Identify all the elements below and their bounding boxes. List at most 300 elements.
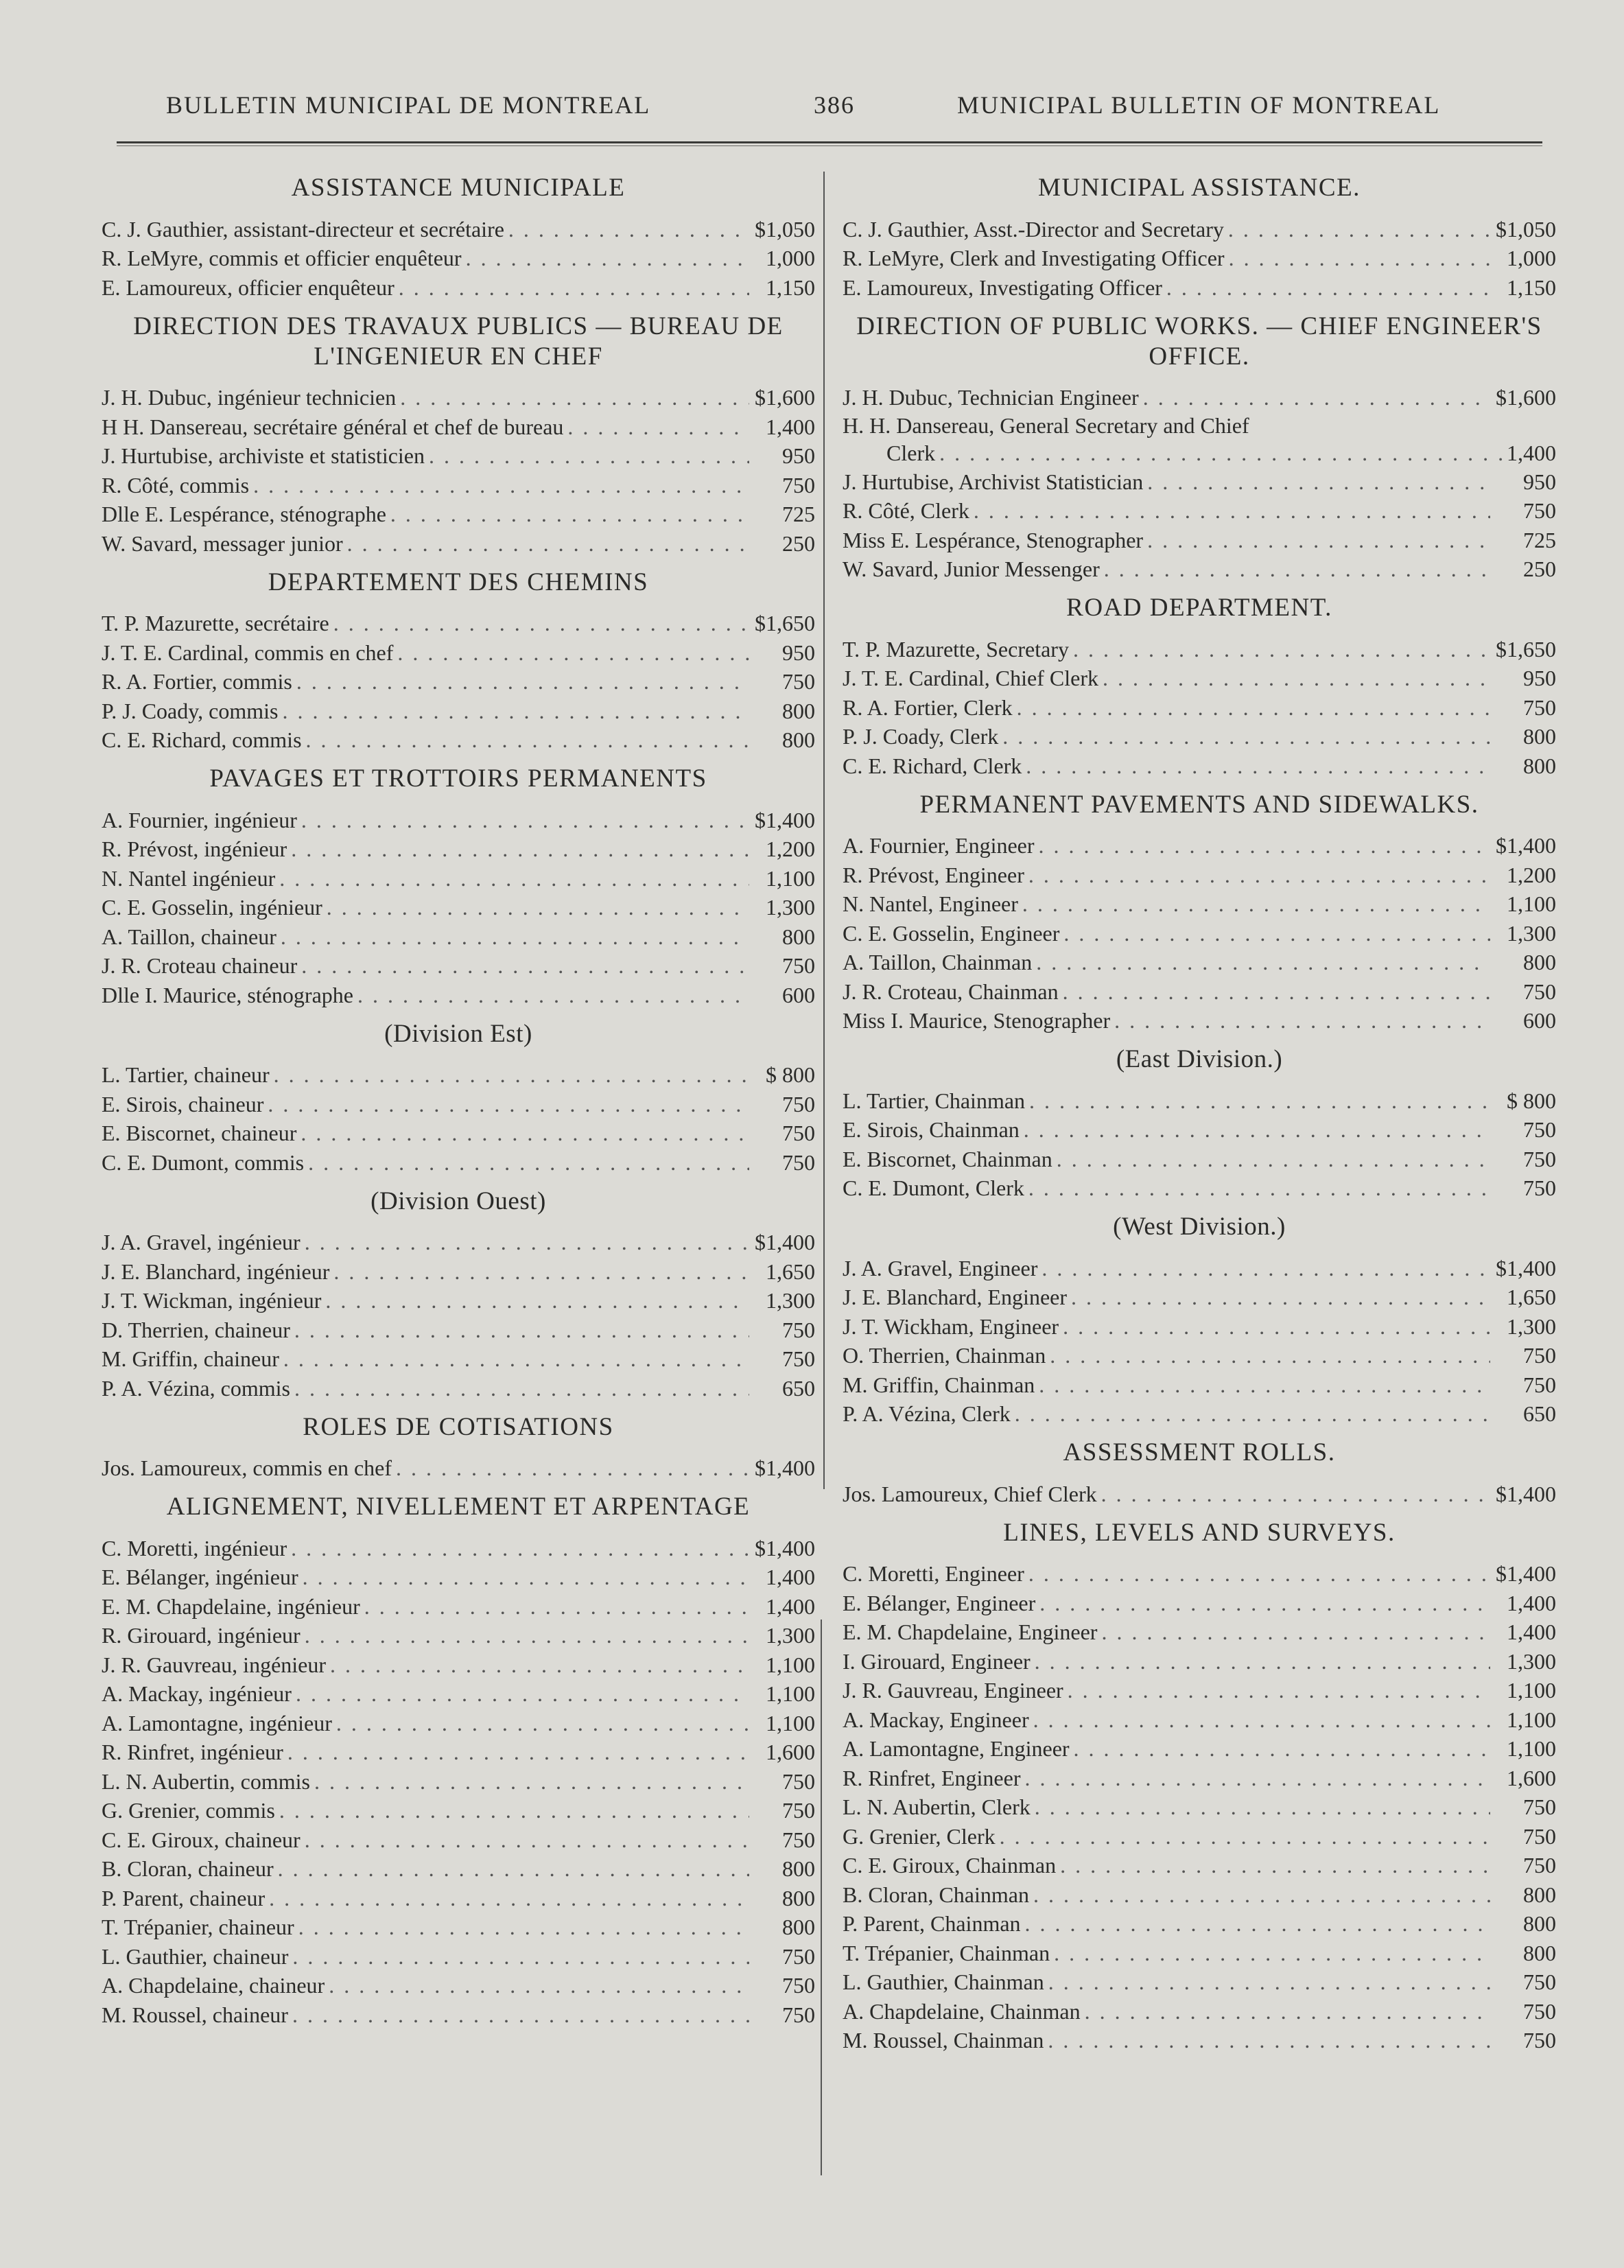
salary-amount: 1,100 xyxy=(1507,1678,1556,1703)
salary-row xyxy=(843,1370,1556,1399)
dot-leader xyxy=(1103,664,1490,692)
salary-row xyxy=(102,1825,815,1854)
employee-name: J. H. Dubuc, ingénieur technicien xyxy=(102,385,397,410)
salary-row xyxy=(843,1617,1556,1647)
salary-amount: 750 xyxy=(1523,1146,1556,1171)
salary-amount: 750 xyxy=(782,1973,815,1998)
dot-leader xyxy=(1147,526,1490,554)
employee-name: J. E. Blanchard, ingénieur xyxy=(102,1259,330,1284)
dot-leader xyxy=(306,725,749,754)
salary-row xyxy=(102,922,815,951)
employee-name: R. Prévost, ingénieur xyxy=(102,837,287,861)
salary-amount: 1,650 xyxy=(1507,1285,1556,1309)
dot-leader xyxy=(1054,1939,1490,1967)
salary-row xyxy=(843,634,1556,664)
employee-name: R. A. Fortier, commis xyxy=(102,669,292,694)
salary-amount: 950 xyxy=(1523,666,1556,690)
dot-leader xyxy=(301,951,749,980)
dot-leader xyxy=(1035,1647,1490,1676)
salary-amount: 1,300 xyxy=(1507,920,1556,946)
salary-row xyxy=(843,525,1556,554)
salary-row xyxy=(102,214,815,244)
salary-row xyxy=(843,918,1556,948)
salary-row xyxy=(102,441,815,471)
salary-row xyxy=(102,1089,815,1119)
salary-amount: 650 xyxy=(1523,1401,1556,1426)
dot-leader xyxy=(429,441,749,470)
salary-row xyxy=(102,980,815,1009)
employee-name: E. Bélanger, Engineer xyxy=(843,1590,1036,1615)
dot-leader xyxy=(333,1257,749,1286)
dot-leader xyxy=(329,1971,749,2000)
salary-row xyxy=(843,1144,1556,1173)
employee-name: L. Gauthier, chaineur xyxy=(102,1943,289,1969)
salary-row xyxy=(102,1854,815,1884)
salary-amount: $1,400 xyxy=(755,807,815,832)
employee-name: M. Griffin, chaineur xyxy=(102,1346,279,1371)
employee-name: J. Hurtubise, archiviste et statisticien xyxy=(102,443,425,468)
salary-amount: 1,400 xyxy=(766,1593,815,1619)
dot-leader xyxy=(1071,1283,1490,1311)
section-heading: ASSESSMENT ROLLS. xyxy=(1063,1438,1336,1466)
employee-name: I. Girouard, Engineer xyxy=(843,1648,1031,1674)
dot-leader xyxy=(1063,977,1490,1006)
employee-name: L. Tartier, Chainman xyxy=(843,1088,1026,1113)
salary-row xyxy=(843,948,1556,977)
salary-amount: 1,300 xyxy=(1507,1648,1556,1674)
employee-name: W. Savard, messager junior xyxy=(102,530,343,556)
employee-name: C. Moretti, ingénieur xyxy=(102,1535,287,1560)
salary-amount: 1,400 xyxy=(766,414,815,439)
dot-leader xyxy=(301,1119,749,1147)
employee-name: E. Bélanger, ingénieur xyxy=(102,1565,298,1589)
salary-row xyxy=(843,1311,1556,1341)
salary-row xyxy=(102,725,815,755)
salary-amount: 800 xyxy=(782,698,815,723)
employee-name: A. Taillon, chaineur xyxy=(102,924,276,949)
salary-amount: 725 xyxy=(1523,527,1556,552)
dot-leader xyxy=(281,922,749,951)
employee-name: C. E. Gosselin, Engineer xyxy=(843,920,1060,946)
salary-row xyxy=(843,1115,1556,1145)
dot-leader xyxy=(1025,1909,1490,1938)
salary-amount: 250 xyxy=(1523,557,1556,581)
dot-leader xyxy=(314,1767,749,1796)
dot-leader xyxy=(1000,1822,1490,1851)
salary-row xyxy=(102,528,815,558)
dot-leader xyxy=(1068,1676,1490,1705)
employee-name: N. Nantel ingénieur xyxy=(102,865,276,891)
salary-row xyxy=(102,1060,815,1090)
salary-row xyxy=(102,1621,815,1650)
salary-amount: 1,600 xyxy=(1507,1765,1556,1790)
dot-leader xyxy=(336,1709,749,1738)
employee-name: H H. Dansereau, secrétaire général et chef de bureau xyxy=(102,414,564,439)
salary-row xyxy=(102,863,815,893)
salary-row xyxy=(102,1708,815,1738)
dot-leader xyxy=(1039,1589,1490,1617)
salary-amount: 750 xyxy=(1523,1176,1556,1200)
employee-name: J. A. Gravel, Engineer xyxy=(843,1255,1038,1281)
salary-amount: 950 xyxy=(1523,469,1556,494)
salary-row xyxy=(102,1119,815,1148)
employee-name: J. R. Gauvreau, Engineer xyxy=(843,1678,1063,1703)
employee-name: A. Fournier, ingénieur xyxy=(102,807,297,832)
salary-amount: 750 xyxy=(1523,1372,1556,1397)
dot-leader xyxy=(269,1884,749,1913)
dot-leader xyxy=(283,697,750,725)
salary-amount: 750 xyxy=(782,472,815,498)
dot-leader xyxy=(1028,861,1490,889)
salary-amount: 1,150 xyxy=(766,274,815,300)
salary-amount: 750 xyxy=(782,2002,815,2027)
section-heading: (East Division.) xyxy=(1116,1045,1283,1073)
salary-row xyxy=(102,1533,815,1563)
salary-amount: 750 xyxy=(782,1317,815,1342)
salary-amount: 1,100 xyxy=(1507,1707,1556,1732)
salary-amount: 800 xyxy=(1523,724,1556,749)
employee-name: G. Grenier, commis xyxy=(102,1798,275,1823)
employee-name: R. Girouard, ingénieur xyxy=(102,1623,301,1648)
employee-name: L. N. Aubertin, Clerk xyxy=(843,1794,1031,1819)
dot-leader xyxy=(400,383,749,412)
salary-amount: 1,650 xyxy=(766,1259,815,1284)
dot-leader xyxy=(296,1679,749,1708)
salary-row xyxy=(843,2026,1556,2055)
salary-row xyxy=(843,751,1556,780)
salary-row xyxy=(102,1344,815,1374)
salary-amount: 750 xyxy=(782,1943,815,1969)
dot-leader xyxy=(1057,1145,1490,1173)
section-heading: (West Division.) xyxy=(1113,1213,1286,1241)
dot-leader xyxy=(1028,1559,1490,1588)
salary-row xyxy=(102,667,815,697)
section-heading: MUNICIPAL ASSISTANCE. xyxy=(1038,174,1361,202)
salary-row xyxy=(102,500,815,529)
salary-row xyxy=(843,1821,1556,1851)
employee-name: A. Chapdelaine, Chainman xyxy=(843,1998,1081,2024)
salary-row xyxy=(102,1738,815,1767)
dot-leader xyxy=(278,1854,749,1883)
salary-amount: 800 xyxy=(782,727,815,752)
employee-name: B. Cloran, chaineur xyxy=(102,1856,274,1881)
employee-name: A. Lamontagne, ingénieur xyxy=(102,1710,332,1735)
employee-name: C. Moretti, Engineer xyxy=(843,1561,1024,1586)
salary-row xyxy=(843,272,1556,302)
dot-leader xyxy=(508,215,749,244)
salary-row xyxy=(102,1883,815,1913)
salary-amount: 1,000 xyxy=(1507,246,1556,270)
salary-amount: 750 xyxy=(1523,1853,1556,1878)
employee-name: T. Trépanier, Chainman xyxy=(843,1940,1050,1965)
employee-name: P. J. Coady, Clerk xyxy=(843,724,999,749)
salary-amount: $1,050 xyxy=(1496,216,1556,242)
salary-row xyxy=(102,1591,815,1621)
salary-amount: 800 xyxy=(1523,1940,1556,1965)
salary-amount: $1,050 xyxy=(755,216,815,242)
salary-amount: 750 xyxy=(1523,2028,1556,2053)
salary-row xyxy=(102,1796,815,1825)
salary-row xyxy=(843,1588,1556,1617)
dot-leader xyxy=(1002,722,1490,751)
salary-amount: 1,300 xyxy=(766,895,815,920)
salary-amount: 1,100 xyxy=(766,1652,815,1677)
salary-amount: $1,600 xyxy=(755,385,815,410)
employee-name: R. Côté, Clerk xyxy=(843,498,969,523)
dot-leader xyxy=(291,834,749,863)
employee-name: A. Chapdelaine, chaineur xyxy=(102,1973,325,1998)
salary-row xyxy=(843,1734,1556,1764)
employee-name: T. Trépanier, chaineur xyxy=(102,1915,294,1939)
salary-amount: 750 xyxy=(782,1121,815,1145)
section-heading: ALIGNEMENT, NIVELLEMENT ET ARPENTAGE xyxy=(166,1493,751,1521)
employee-name: J. H. Dubuc, Technician Engineer xyxy=(843,385,1139,410)
salary-amount: 800 xyxy=(782,1856,815,1881)
salary-amount: 1,200 xyxy=(1507,862,1556,887)
salary-row xyxy=(102,951,815,981)
salary-amount: 750 xyxy=(1523,1117,1556,1142)
dot-leader xyxy=(294,1316,749,1344)
employee-name: R. LeMyre, commis et officier enquêteur xyxy=(102,246,462,270)
salary-row xyxy=(102,1913,815,1942)
salary-row xyxy=(843,554,1556,584)
salary-amount: 750 xyxy=(1523,1823,1556,1849)
dot-leader xyxy=(283,1344,749,1373)
salary-amount: 1,100 xyxy=(766,1681,815,1706)
dot-leader xyxy=(1033,1705,1490,1734)
salary-row xyxy=(843,1967,1556,1997)
section-heading: ASSISTANCE MUNICIPALE xyxy=(291,174,626,202)
salary-amount: 800 xyxy=(1523,1911,1556,1936)
employee-name: A. Lamontagne, Engineer xyxy=(843,1736,1070,1761)
salary-row xyxy=(843,1996,1556,2026)
dot-leader xyxy=(1229,244,1490,272)
dot-leader xyxy=(1036,948,1490,977)
salary-amount: 800 xyxy=(1523,753,1556,778)
employee-name: R. A. Fortier, Clerk xyxy=(843,694,1013,720)
dot-leader xyxy=(330,1650,749,1679)
dot-leader xyxy=(396,1453,749,1482)
dot-leader xyxy=(1035,1792,1490,1821)
salary-row xyxy=(843,1253,1556,1283)
dot-leader xyxy=(1033,1880,1490,1909)
employee-name: J. E. Blanchard, Engineer xyxy=(843,1285,1067,1309)
dot-leader xyxy=(291,1534,749,1563)
salary-amount: $1,400 xyxy=(755,1456,815,1480)
french-column xyxy=(102,163,815,2029)
salary-amount: 1,400 xyxy=(1507,1620,1556,1644)
dot-leader xyxy=(1015,1399,1490,1428)
employee-name: M. Griffin, Chainman xyxy=(843,1372,1035,1397)
salary-amount: 750 xyxy=(782,953,815,978)
dot-leader xyxy=(1147,467,1490,496)
employee-name: E. Lamoureux, officier enquêteur xyxy=(102,274,395,300)
salary-row xyxy=(102,2000,815,2029)
dot-leader xyxy=(305,1621,749,1650)
employee-name: R. Prévost, Engineer xyxy=(843,862,1024,887)
salary-row xyxy=(102,1650,815,1679)
salary-row xyxy=(102,805,815,834)
running-head-french: BULLETIN MUNICIPAL DE MONTREAL xyxy=(166,91,651,119)
employee-name: E. Biscornet, chaineur xyxy=(102,1121,297,1145)
salary-amount: 1,300 xyxy=(1507,1313,1556,1339)
column-divider-lower xyxy=(821,1620,822,2175)
employee-name: C. J. Gauthier, assistant-directeur et secrétaire xyxy=(102,216,504,242)
header-rule-thin xyxy=(117,145,1542,146)
employee-name: J. T. E. Cardinal, Chief Clerk xyxy=(843,666,1098,690)
salary-row xyxy=(843,214,1556,244)
salary-row xyxy=(843,1646,1556,1676)
section-heading: LINES, LEVELS AND SURVEYS. xyxy=(1003,1518,1396,1547)
dot-leader xyxy=(347,529,749,558)
employee-name: G. Grenier, Clerk xyxy=(843,1823,996,1849)
dot-leader xyxy=(1143,383,1490,412)
salary-amount: 1,150 xyxy=(1507,274,1556,300)
dot-leader xyxy=(253,471,749,500)
section-heading: DIRECTION DES TRAVAUX PUBLICS — BUREAU DE L'INGENIEUR EN CHEF xyxy=(133,312,784,371)
salary-row xyxy=(102,272,815,302)
dot-leader xyxy=(1022,889,1490,918)
dot-leader xyxy=(1114,1006,1490,1035)
dot-leader xyxy=(1039,831,1490,860)
running-head-english: MUNICIPAL BULLETIN OF MONTREAL xyxy=(957,91,1441,119)
salary-row xyxy=(843,1676,1556,1705)
employee-name: J. T. Wickham, Engineer xyxy=(843,1313,1059,1339)
section-heading: (Division Est) xyxy=(384,1019,532,1048)
employee-name: J. A. Gravel, ingénieur xyxy=(102,1230,301,1254)
dot-leader xyxy=(1101,1480,1490,1508)
dot-leader xyxy=(364,1592,749,1621)
employee-name: O. Therrien, Chainman xyxy=(843,1343,1046,1368)
dot-leader xyxy=(1104,554,1490,583)
dot-leader xyxy=(287,1738,749,1766)
salary-amount: $1,400 xyxy=(755,1535,815,1560)
salary-row xyxy=(102,1941,815,1971)
salary-amount: 750 xyxy=(782,1798,815,1823)
employee-name: M. Roussel, Chainman xyxy=(843,2028,1044,2053)
dot-leader xyxy=(939,439,1503,467)
dot-leader xyxy=(301,806,749,834)
dot-leader xyxy=(466,244,749,272)
salary-amount: 1,100 xyxy=(1507,1736,1556,1761)
employee-name: A. Taillon, Chainman xyxy=(843,950,1033,974)
salary-row xyxy=(102,1373,815,1403)
salary-amount: 650 xyxy=(782,1375,815,1401)
salary-row xyxy=(102,609,815,638)
salary-row xyxy=(843,1559,1556,1589)
employee-name: C. E. Giroux, chaineur xyxy=(102,1827,301,1852)
salary-amount: $1,400 xyxy=(1496,833,1556,858)
employee-name: R. Rinfret, ingénieur xyxy=(102,1740,283,1764)
employee-name: D. Therrien, chaineur xyxy=(102,1317,290,1342)
section-heading: PERMANENT PAVEMENTS AND SIDEWALKS. xyxy=(919,790,1479,819)
employee-name: T. P. Mazurette, secrétaire xyxy=(102,611,329,635)
salary-amount: 250 xyxy=(782,530,815,556)
employee-name: Miss I. Maurice, Stenographer xyxy=(843,1008,1111,1033)
employee-name: C. E. Dumont, Clerk xyxy=(843,1176,1024,1200)
dot-leader xyxy=(1063,1312,1490,1341)
salary-amount: 1,100 xyxy=(766,1710,815,1735)
employee-name: E. Biscornet, Chainman xyxy=(843,1146,1052,1171)
salary-row xyxy=(843,722,1556,751)
employee-name-tail: Clerk xyxy=(886,441,936,465)
employee-name: Dlle E. Lespérance, sténographe xyxy=(102,502,386,526)
employee-name: R. Rinfret, Engineer xyxy=(843,1765,1021,1790)
employee-name: P. A. Vézina, Clerk xyxy=(843,1401,1011,1426)
salary-amount: 800 xyxy=(1523,1882,1556,1907)
dot-leader xyxy=(1039,1370,1490,1399)
salary-row xyxy=(102,1286,815,1316)
dot-leader xyxy=(333,609,749,638)
employee-name: J. T. E. Cardinal, commis en chef xyxy=(102,640,394,665)
dot-leader xyxy=(268,1090,749,1119)
employee-name: Jos. Lamoureux, commis en chef xyxy=(102,1456,392,1480)
employee-name: M. Roussel, chaineur xyxy=(102,2002,288,2027)
dot-leader xyxy=(1050,1341,1490,1370)
header-rule xyxy=(117,141,1542,143)
salary-amount: 800 xyxy=(782,1915,815,1939)
dot-leader xyxy=(1101,1617,1490,1646)
employee-name: P. J. Coady, commis xyxy=(102,698,279,723)
salary-row xyxy=(102,470,815,500)
salary-row xyxy=(102,1315,815,1344)
salary-row xyxy=(102,1147,815,1177)
dot-leader xyxy=(1073,635,1490,664)
salary-row xyxy=(843,496,1556,526)
salary-row xyxy=(843,244,1556,273)
salary-amount: 1,100 xyxy=(1507,891,1556,916)
section-heading: DEPARTEMENT DES CHEMINS xyxy=(268,568,649,596)
dot-leader xyxy=(1048,2026,1490,2055)
page-number: 386 xyxy=(814,91,855,119)
dot-leader xyxy=(1048,1967,1490,1996)
dot-leader xyxy=(292,2000,749,2029)
salary-amount: 750 xyxy=(782,1346,815,1371)
salary-row xyxy=(102,1679,815,1709)
section-heading: ROAD DEPARTMENT. xyxy=(1066,594,1332,622)
section-heading: DIRECTION OF PUBLIC WORKS. — CHIEF ENGINEER'S OFFICE. xyxy=(856,312,1542,371)
dot-leader xyxy=(308,1148,749,1177)
employee-name: J. R. Croteau chaineur xyxy=(102,953,298,978)
salary-amount: 1,100 xyxy=(766,865,815,891)
salary-amount: 1,000 xyxy=(766,246,815,270)
employee-name: J. R. Gauvreau, ingénieur xyxy=(102,1652,327,1677)
employee-name: A. Fournier, Engineer xyxy=(843,833,1035,858)
dot-leader xyxy=(974,496,1490,525)
employee-name: E. Sirois, Chainman xyxy=(843,1117,1020,1142)
salary-amount: $ 800 xyxy=(1507,1088,1556,1113)
salary-amount: 750 xyxy=(1523,1343,1556,1368)
dot-leader xyxy=(357,981,749,1009)
salary-amount: 600 xyxy=(1523,1008,1556,1033)
salary-row xyxy=(843,1399,1556,1429)
dot-leader xyxy=(279,1796,749,1825)
employee-name: N. Nantel, Engineer xyxy=(843,891,1018,916)
salary-amount: $1,650 xyxy=(1496,636,1556,662)
salary-amount: 750 xyxy=(1523,1969,1556,1994)
salary-row xyxy=(843,1880,1556,1909)
salary-row xyxy=(102,1228,815,1257)
salary-amount: 800 xyxy=(1523,950,1556,974)
employee-name: B. Cloran, Chainman xyxy=(843,1882,1029,1907)
salary-row xyxy=(102,1971,815,2000)
salary-row-wrapped xyxy=(843,412,1556,467)
salary-amount: 1,300 xyxy=(766,1623,815,1648)
salary-amount: 1,300 xyxy=(766,1288,815,1313)
salary-row xyxy=(843,1763,1556,1792)
dot-leader xyxy=(294,1374,749,1403)
salary-row xyxy=(843,1909,1556,1939)
